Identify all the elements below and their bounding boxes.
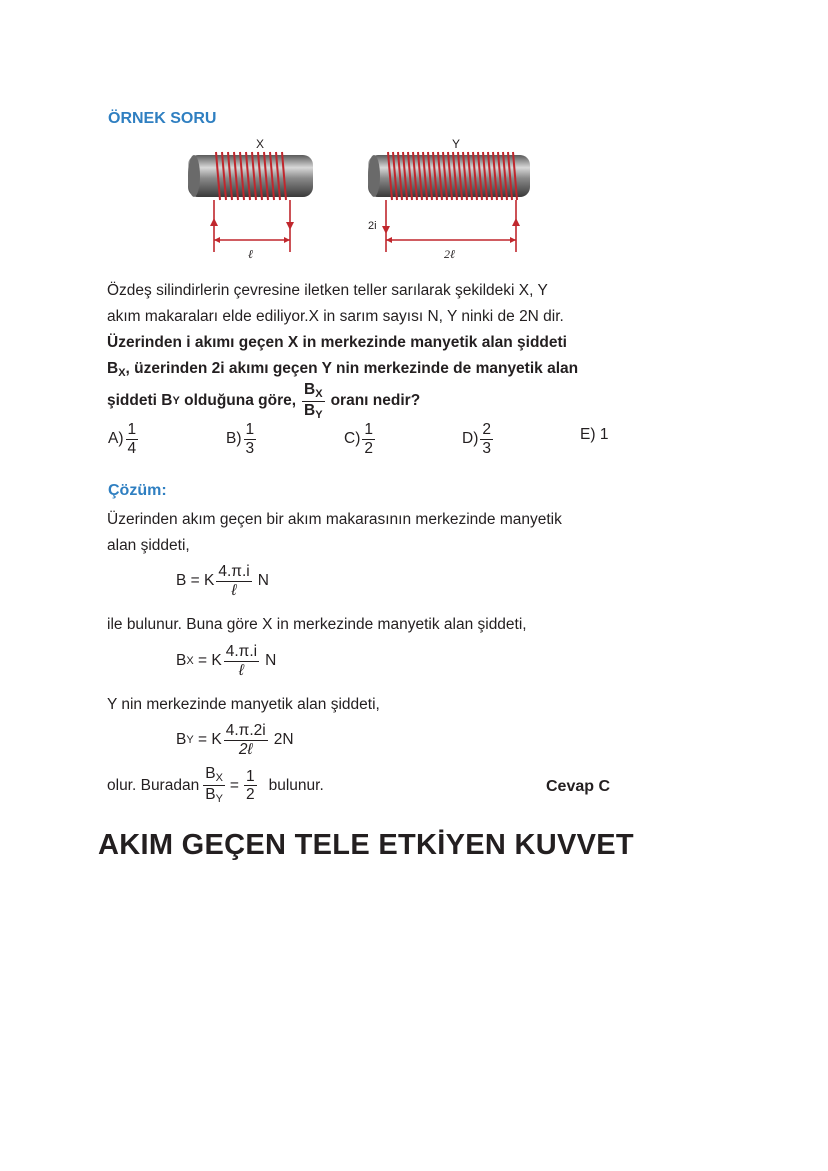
question-line-3: Üzerinden i akımı geçen X in merkezinde manyetik alan şiddeti: [107, 334, 567, 351]
question-line-2: akım makaraları elde ediliyor.X in sarım sayısı N, Y ninki de 2N dir.: [107, 308, 564, 325]
section-title: AKIM GEÇEN TELE ETKİYEN KUVVET: [98, 829, 634, 861]
question-ratio: $\frac{B_X}{B_Y}$: [304, 380, 323, 421]
coil-figure: [180, 130, 550, 265]
equation-3: B Y = K $\frac{4.\pi.2i}{\text{2ℓ}}$ 2N: [176, 722, 294, 758]
solution-heading: Çözüm:: [108, 482, 167, 499]
solution-intro: [107, 507, 617, 559]
question-block: [107, 278, 617, 421]
option-d: D) $\frac{2}{3}$: [462, 421, 491, 457]
equation-2: B X = K $\frac{4.\pi.i}{\text{ℓ}}$ N: [176, 643, 277, 679]
solution-line-1: Üzerinden akım geçen bir akım makarasının merkezinde manyetik: [107, 511, 562, 528]
label-y: Y: [452, 137, 461, 151]
coil-x: [188, 152, 313, 261]
solution-line-2: alan şiddeti,: [107, 537, 190, 554]
answer-label: Cevap C: [546, 778, 611, 795]
question-line-4: $B_X$, üzerinden 2i akımı geçen Y nin merkezinde de manyetik alan: [107, 360, 579, 379]
question-line-5: şiddeti B Y olduğuna göre, $\frac{B_X}{B_Y}$ oranı nedir?: [107, 380, 421, 421]
option-b: B) $\frac{1}{3}$: [226, 421, 255, 457]
coil-y: [368, 152, 530, 261]
solution-final-line: olur. Buradan $\frac{B_X}{B_Y}$ = $\frac{1}{2}$ bulunur.: [107, 765, 324, 805]
example-heading: ÖRNEK SORU: [108, 110, 217, 127]
equation-1: B = K $\frac{4.\pi.i}{\text{ℓ}}$ N: [176, 563, 269, 599]
solution-line-3: ile bulunur. Buna göre X in merkezinde manyetik alan şiddeti,: [107, 616, 527, 633]
length-y-label: 2ℓ: [444, 247, 455, 261]
current-y-label: 2i: [368, 220, 377, 232]
option-a: A) $\frac{1}{4}$: [108, 421, 137, 457]
option-c: C) $\frac{1}{2}$: [344, 421, 373, 457]
solution-line-4: Y nin merkezinde manyetik alan şiddeti,: [107, 696, 380, 713]
question-line-1: Özdeş silindirlerin çevresine iletken teller sarılarak şekildeki X, Y: [107, 282, 548, 299]
length-x-label: ℓ: [248, 247, 253, 261]
label-x: X: [256, 137, 265, 151]
option-e: E) 1: [580, 426, 609, 443]
